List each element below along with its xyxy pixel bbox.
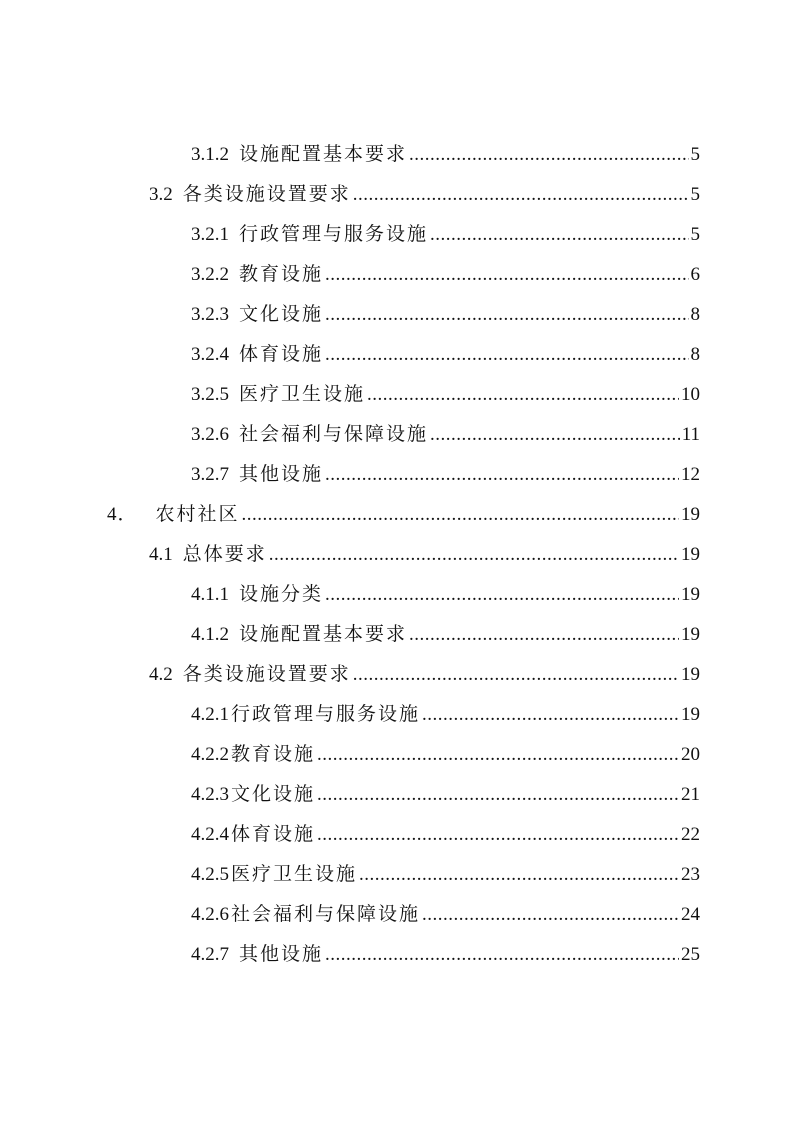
dot-leader (317, 743, 679, 767)
toc-entry-page: 19 (681, 504, 700, 525)
toc-entry[interactable] (191, 137, 700, 167)
toc-entry-number: 3.2.1 (191, 224, 229, 245)
toc-entry-page: 5 (690, 224, 700, 245)
dot-leader (430, 223, 688, 247)
toc-entry-title: 医疗卫生设施 (231, 864, 358, 885)
toc-entry-number: 3.2 (149, 184, 173, 205)
dot-leader (325, 583, 679, 607)
toc-entry[interactable] (191, 297, 700, 327)
dot-leader (367, 383, 679, 407)
toc-entry-title: 文化设施 (231, 784, 316, 805)
toc-entry-page: 24 (681, 904, 700, 925)
toc-entry-title: 行政管理与服务设施 (239, 224, 429, 245)
dot-leader (430, 423, 680, 447)
toc-entry-page: 5 (690, 144, 700, 165)
toc-entry[interactable] (191, 777, 700, 807)
toc-entry[interactable] (191, 577, 700, 607)
toc-entry-page: 19 (681, 664, 700, 685)
dot-leader (409, 143, 688, 167)
dot-leader (317, 823, 679, 847)
toc-entry-page: 12 (681, 464, 700, 485)
toc-entry-page: 25 (681, 944, 700, 965)
dot-leader (409, 623, 679, 647)
toc-entry-page: 19 (681, 584, 700, 605)
toc-entry-number: 3.1.2 (191, 144, 229, 165)
toc-entry-title: 其他设施 (239, 944, 324, 965)
toc-entry[interactable] (191, 897, 700, 927)
toc-entry-page: 20 (681, 744, 700, 765)
toc-entry[interactable] (191, 937, 700, 967)
toc-entry-title: 教育设施 (231, 744, 316, 765)
toc-entry[interactable] (191, 457, 700, 487)
dot-leader (242, 503, 679, 527)
toc-entry[interactable] (191, 857, 700, 887)
toc-entry-title: 各类设施设置要求 (182, 664, 351, 685)
toc-entry-number: 4.2.7 (191, 944, 229, 965)
toc-entry-title: 其他设施 (239, 464, 324, 485)
toc-entry-number: 4.2.3 (191, 784, 229, 805)
toc-entry-title: 总体要求 (182, 544, 267, 565)
toc-entry-number: 4.2 (149, 664, 173, 685)
toc-entry-page: 21 (681, 784, 700, 805)
toc-entry[interactable] (191, 377, 700, 407)
toc-entry-page: 23 (681, 864, 700, 885)
toc-entry-number: 4.2.1 (191, 704, 229, 725)
toc-entry[interactable] (191, 257, 700, 287)
toc-entry[interactable] (149, 657, 700, 687)
dot-leader (353, 663, 679, 687)
toc-entry-page: 6 (690, 264, 700, 285)
toc-entry-title: 设施分类 (239, 584, 324, 605)
toc-entry-title: 教育设施 (239, 264, 324, 285)
dot-leader (325, 343, 688, 367)
toc-entry[interactable] (191, 697, 700, 727)
toc-entry-page: 5 (690, 184, 700, 205)
toc-entry-number: 3.2.6 (191, 424, 229, 445)
toc-entry-page: 8 (690, 344, 700, 365)
dot-leader (317, 783, 679, 807)
toc-entry-number: 4.1 (149, 544, 173, 565)
toc-entry[interactable] (191, 737, 700, 767)
dot-leader (422, 703, 679, 727)
toc-entry[interactable] (191, 417, 700, 447)
dot-leader (269, 543, 679, 567)
dot-leader (422, 903, 679, 927)
toc-entry-number: 3.2.3 (191, 304, 229, 325)
toc-entry-number: 4.1.2 (191, 624, 229, 645)
toc-entry-title: 文化设施 (239, 304, 324, 325)
toc-entry-number: 3.2.2 (191, 264, 229, 285)
dot-leader (325, 303, 688, 327)
toc-entry-page: 19 (681, 544, 700, 565)
toc-entry-page: 19 (681, 704, 700, 725)
toc-entry-chapter[interactable] (107, 497, 700, 527)
toc-entry-number: 4.2.6 (191, 904, 229, 925)
toc-entry-page: 10 (681, 384, 700, 405)
dot-leader (325, 263, 688, 287)
toc-entry-title: 医疗卫生设施 (239, 384, 366, 405)
toc-entry-page: 8 (690, 304, 700, 325)
toc-entry-title: 行政管理与服务设施 (231, 704, 421, 725)
dot-leader (353, 183, 689, 207)
toc-entry-number: 4.1.1 (191, 584, 229, 605)
toc-entry-title: 体育设施 (239, 344, 324, 365)
toc-entry-number: 4． (107, 504, 138, 525)
dot-leader (325, 463, 679, 487)
toc-entry-title: 体育设施 (231, 824, 316, 845)
toc-entry[interactable] (191, 817, 700, 847)
toc-entry-title: 各类设施设置要求 (182, 184, 351, 205)
toc-entry-title: 社会福利与保障设施 (231, 904, 421, 925)
dot-leader (325, 943, 679, 967)
toc-entry-number: 3.2.4 (191, 344, 229, 365)
dot-leader (359, 863, 679, 887)
toc-entry-number: 3.2.5 (191, 384, 229, 405)
toc-entry-page: 11 (681, 424, 700, 445)
toc-entry-title: 社会福利与保障设施 (239, 424, 429, 445)
toc-entry-page: 22 (681, 824, 700, 845)
toc-entry-number: 4.2.5 (191, 864, 229, 885)
toc-entry-number: 4.2.4 (191, 824, 229, 845)
toc-entry[interactable] (191, 217, 700, 247)
toc-entry[interactable] (149, 537, 700, 567)
toc-entry-page: 19 (681, 624, 700, 645)
toc-entry-number: 3.2.7 (191, 464, 229, 485)
toc-entry-title: 设施配置基本要求 (239, 624, 408, 645)
toc-entry-title: 设施配置基本要求 (239, 144, 408, 165)
toc-entry[interactable] (191, 337, 700, 367)
toc-entry-number: 4.2.2 (191, 744, 229, 765)
toc-entry[interactable] (191, 617, 700, 647)
toc-entry[interactable] (149, 177, 700, 207)
toc-entry-title: 农村社区 (155, 504, 240, 525)
